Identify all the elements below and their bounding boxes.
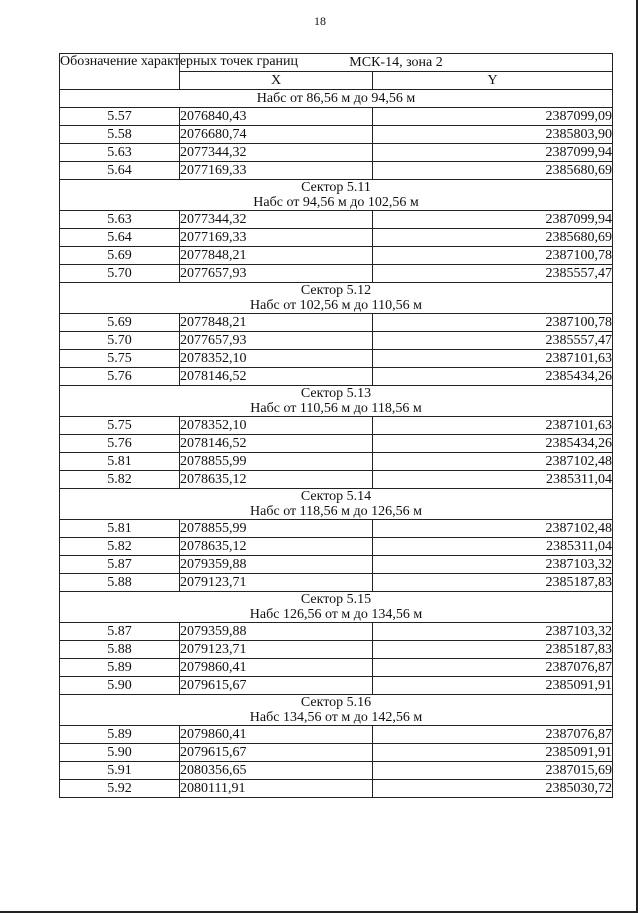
x-coordinate-cell: 2078146,52: [180, 435, 373, 453]
point-name-cell: 5.76: [60, 435, 180, 453]
table-row: [60, 641, 613, 659]
y-coordinate-cell: 2385187,83: [373, 574, 613, 592]
y-coordinate-cell: 2385434,26: [373, 435, 613, 453]
x-coordinate-cell: 2077344,32: [180, 144, 373, 162]
point-name-cell: 5.57: [60, 108, 180, 126]
y-coordinate-cell: 2385091,91: [373, 744, 613, 762]
group-header-row: [60, 592, 613, 623]
group-header-row: [60, 489, 613, 520]
x-coordinate-cell: 2079123,71: [180, 574, 373, 592]
y-coordinate-cell: 2387103,32: [373, 556, 613, 574]
point-name-cell: 5.75: [60, 350, 180, 368]
y-coordinate-cell: 2387102,48: [373, 520, 613, 538]
x-coordinate-cell: 2079359,88: [180, 623, 373, 641]
point-name-cell: 5.92: [60, 780, 180, 798]
point-name-cell: 5.82: [60, 538, 180, 556]
y-coordinate-cell: 2387076,87: [373, 726, 613, 744]
group-header: [60, 283, 613, 314]
height-range: Набс 126,56 от м до 134,56 м: [249, 607, 423, 622]
table-row: [60, 471, 613, 489]
point-name-cell: 5.81: [60, 520, 180, 538]
point-name-cell: 5.91: [60, 762, 180, 780]
table-row: [60, 453, 613, 471]
table-row: [60, 623, 613, 641]
x-coordinate-cell: 2079860,41: [180, 726, 373, 744]
sector-title: Сектор 5.15: [300, 592, 372, 607]
table-row: [60, 744, 613, 762]
x-coordinate-cell: 2077657,93: [180, 265, 373, 283]
y-coordinate-cell: 2385557,47: [373, 265, 613, 283]
group-header: [60, 90, 613, 108]
point-name-cell: 5.75: [60, 417, 180, 435]
group-header: [60, 695, 613, 726]
sector-title: Сектор 5.12: [300, 283, 372, 298]
group-header-row: [60, 386, 613, 417]
table-row: [60, 780, 613, 798]
group-header-row: [60, 180, 613, 211]
y-coordinate-cell: 2387100,78: [373, 314, 613, 332]
y-coordinate-cell: 2387076,87: [373, 659, 613, 677]
coordinates-table-body: [60, 54, 613, 798]
y-coordinate-cell: 2387099,94: [373, 211, 613, 229]
point-name-cell: 5.82: [60, 471, 180, 489]
x-coordinate-cell: 2080356,65: [180, 762, 373, 780]
point-name-cell: 5.70: [60, 332, 180, 350]
x-coordinate-cell: 2080111,91: [180, 780, 373, 798]
table-row: [60, 574, 613, 592]
table-row: [60, 368, 613, 386]
y-coordinate-cell: 2387103,32: [373, 623, 613, 641]
y-coordinate-cell: 2385557,47: [373, 332, 613, 350]
group-header: [60, 180, 613, 211]
table-row: [60, 417, 613, 435]
x-coordinate-cell: 2079359,88: [180, 556, 373, 574]
height-range: Набс от 110,56 м до 118,56 м: [250, 401, 422, 416]
height-range: Набс 134,56 от м до 142,56 м: [249, 710, 423, 725]
x-coordinate-cell: 2077169,33: [180, 229, 373, 247]
table-row: [60, 265, 613, 283]
height-range: Набс от 94,56 м до 102,56 м: [253, 195, 419, 210]
group-header-row: [60, 283, 613, 314]
x-coordinate-cell: 2078635,12: [180, 471, 373, 489]
y-coordinate-cell: 2387015,69: [373, 762, 613, 780]
point-name-cell: 5.90: [60, 744, 180, 762]
header-coordinate-system: МСК-14, зона 2: [180, 54, 613, 72]
y-coordinate-cell: 2387101,63: [373, 417, 613, 435]
x-coordinate-cell: 2079615,67: [180, 677, 373, 695]
point-name-cell: 5.81: [60, 453, 180, 471]
group-header-row: [60, 90, 613, 108]
table-row: [60, 144, 613, 162]
page-number: 18: [314, 14, 326, 28]
point-name-cell: 5.90: [60, 677, 180, 695]
x-coordinate-cell: 2077344,32: [180, 211, 373, 229]
y-coordinate-cell: 2387099,94: [373, 144, 613, 162]
point-name-cell: 5.89: [60, 726, 180, 744]
y-coordinate-cell: 2385187,83: [373, 641, 613, 659]
x-coordinate-cell: 2078635,12: [180, 538, 373, 556]
table-row: [60, 659, 613, 677]
x-coordinate-cell: 2079860,41: [180, 659, 373, 677]
y-coordinate-cell: 2385680,69: [373, 162, 613, 180]
table-row: [60, 247, 613, 265]
table-row: [60, 435, 613, 453]
y-coordinate-cell: 2385091,91: [373, 677, 613, 695]
height-range: Набс от 118,56 м до 126,56 м: [250, 504, 422, 519]
y-coordinate-cell: 2385311,04: [373, 538, 613, 556]
table-row: [60, 108, 613, 126]
x-coordinate-cell: 2079123,71: [180, 641, 373, 659]
x-coordinate-cell: 2076840,43: [180, 108, 373, 126]
coordinates-table: [59, 53, 613, 798]
point-name-cell: 5.69: [60, 314, 180, 332]
table-row: [60, 762, 613, 780]
y-coordinate-cell: 2387101,63: [373, 350, 613, 368]
group-header: [60, 489, 613, 520]
table-row: [60, 677, 613, 695]
table-header-row: [60, 54, 613, 72]
table-row: [60, 538, 613, 556]
group-header: [60, 592, 613, 623]
table-row: [60, 726, 613, 744]
point-name-cell: 5.63: [60, 211, 180, 229]
y-coordinate-cell: 2385311,04: [373, 471, 613, 489]
x-coordinate-cell: 2077657,93: [180, 332, 373, 350]
table-row: [60, 126, 613, 144]
x-coordinate-cell: 2078146,52: [180, 368, 373, 386]
y-coordinate-cell: 2385434,26: [373, 368, 613, 386]
table-row: [60, 162, 613, 180]
point-name-cell: 5.87: [60, 556, 180, 574]
header-y-axis: Y: [373, 72, 613, 90]
x-coordinate-cell: 2077848,21: [180, 247, 373, 265]
table-row: [60, 314, 613, 332]
y-coordinate-cell: 2385680,69: [373, 229, 613, 247]
table-row: [60, 332, 613, 350]
point-name-cell: 5.64: [60, 229, 180, 247]
table-row: [60, 520, 613, 538]
header-x-axis: X: [180, 72, 373, 90]
table-row: [60, 211, 613, 229]
x-coordinate-cell: 2077169,33: [180, 162, 373, 180]
point-name-cell: 5.87: [60, 623, 180, 641]
y-coordinate-cell: 2385803,90: [373, 126, 613, 144]
point-name-cell: 5.69: [60, 247, 180, 265]
x-coordinate-cell: 2078855,99: [180, 520, 373, 538]
x-coordinate-cell: 2079615,67: [180, 744, 373, 762]
point-name-cell: 5.58: [60, 126, 180, 144]
height-range: Набс от 86,56 м до 94,56 м: [256, 91, 416, 106]
point-name-cell: 5.63: [60, 144, 180, 162]
x-coordinate-cell: 2078352,10: [180, 350, 373, 368]
group-header: [60, 386, 613, 417]
y-coordinate-cell: 2387102,48: [373, 453, 613, 471]
table-row: [60, 556, 613, 574]
table-row: [60, 229, 613, 247]
group-header-row: [60, 695, 613, 726]
sector-title: Сектор 5.14: [300, 489, 372, 504]
x-coordinate-cell: 2077848,21: [180, 314, 373, 332]
sector-title: Сектор 5.13: [300, 386, 372, 401]
y-coordinate-cell: 2385030,72: [373, 780, 613, 798]
y-coordinate-cell: 2387100,78: [373, 247, 613, 265]
height-range: Набс от 102,56 м до 110,56 м: [250, 298, 422, 313]
point-name-cell: 5.89: [60, 659, 180, 677]
point-name-cell: 5.70: [60, 265, 180, 283]
point-name-cell: 5.64: [60, 162, 180, 180]
header-point-designation: Обозначение характерных точек границ: [60, 54, 180, 90]
point-name-cell: 5.88: [60, 641, 180, 659]
point-name-cell: 5.88: [60, 574, 180, 592]
x-coordinate-cell: 2078352,10: [180, 417, 373, 435]
table-row: [60, 350, 613, 368]
y-coordinate-cell: 2387099,09: [373, 108, 613, 126]
sector-title: Сектор 5.16: [300, 695, 372, 710]
x-coordinate-cell: 2078855,99: [180, 453, 373, 471]
point-name-cell: 5.76: [60, 368, 180, 386]
x-coordinate-cell: 2076680,74: [180, 126, 373, 144]
sector-title: Сектор 5.11: [301, 180, 371, 195]
